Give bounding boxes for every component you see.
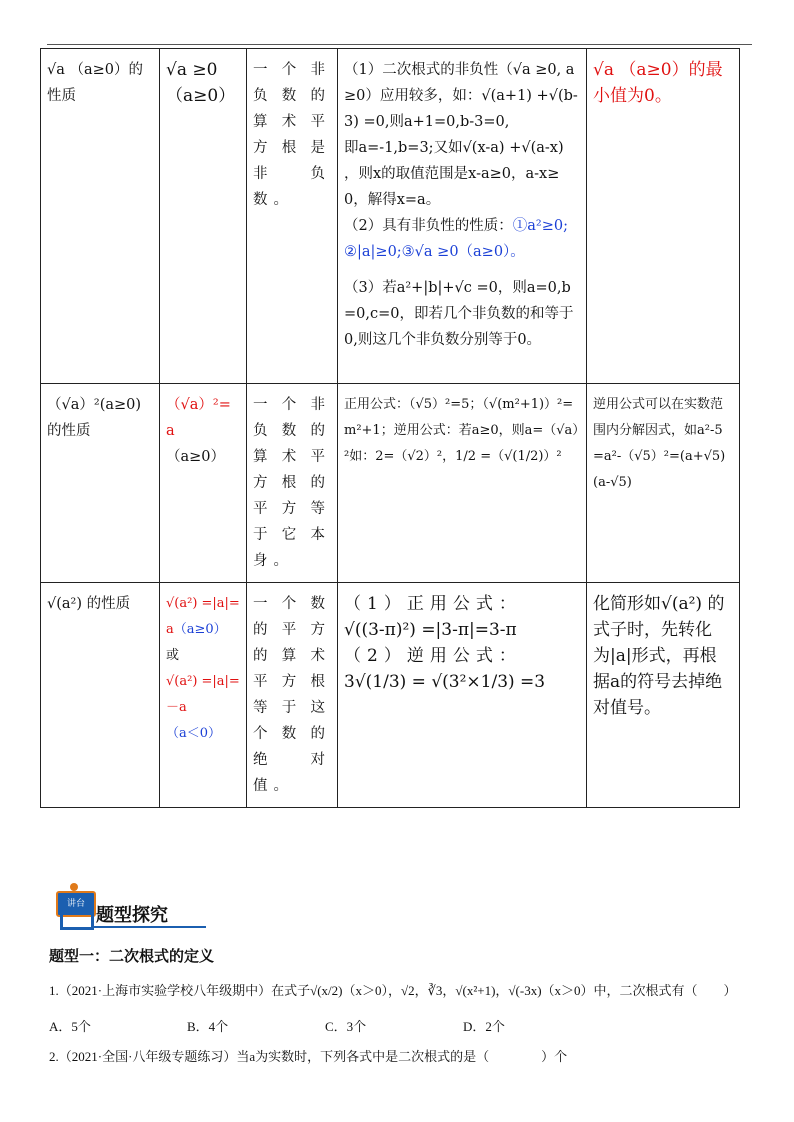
property-note: √a （a≥0）的最小值为0。 (587, 49, 740, 384)
property-formula (160, 384, 247, 583)
property-name: √a （a≥0）的性质 (41, 49, 160, 384)
option-d: D．2个 (463, 1019, 505, 1034)
formula-a (166, 591, 240, 643)
property-name: √(a²) 的性质 (41, 583, 160, 808)
title-underline (94, 926, 206, 928)
option-b: B．4个 (187, 1019, 229, 1034)
formula-condition: （a≥0） (166, 449, 226, 465)
application-p3-highlight: ①a²≥0;②|a|≥0;③√a ≥0（a≥0）。 (344, 218, 568, 260)
question-1: 1.（2021·上海市实验学校八年级期中）在式子√(x/2)（x＞0），√2，∛3，√(x²+1)，√(-3x)（x＞0）中，二次根式有（ ） (49, 983, 737, 998)
question-type-heading: 题型一：二次根式的定义 (49, 947, 215, 965)
property-meaning: 一个非负数的算术平方根的平方等于它本身。 (247, 384, 338, 583)
property-application (338, 583, 587, 808)
question-2: 2.（2021·全国·八年级专题练习）当a为实数时，下列各式中是二次根式的是（ ）个 (49, 1049, 568, 1064)
application-p3 (344, 213, 580, 265)
property-formula (160, 49, 247, 384)
lectern-stand-icon (60, 913, 94, 930)
properties-table (40, 48, 740, 808)
property-note: 逆用公式可以在实数范围内分解因式，如a²-5=a²-（√5）²=(a+√5)(a-√5) (587, 384, 740, 583)
property-name: （√a）²(a≥0)的性质 (41, 384, 160, 583)
formula-b-condition: （a＜0） (166, 726, 222, 741)
table-row (41, 384, 740, 583)
lectern-label: 讲台 (66, 899, 85, 909)
application-eq1: √((3-π)²) =|3-π|=3-π (344, 620, 517, 640)
option-c: C．3个 (325, 1019, 367, 1034)
application-p1: （1）二次根式的非负性（√a ≥0, a≥0）应用较多，如：√(a+1) +√(b-3) =0,则a+1=0,b-3=0, (344, 62, 578, 130)
table-row (41, 49, 740, 384)
property-meaning: 一个非负数的算术平方根是非负数。 (247, 49, 338, 384)
top-rule (47, 44, 752, 45)
property-application: 正用公式：（√5）²=5；（√(m²+1)）²=m²+1；逆用公式：若a≥0，则a=（√a）²如：2=（√2）²，1/2 =（√(1/2)）² (338, 384, 587, 583)
table-row (41, 583, 740, 808)
property-note: 化简形如√(a²) 的式子时，先转化为|a|形式，再根据a的符号去掉绝对值号。 (587, 583, 740, 808)
formula-b-text: √(a²) =|a|=－a (166, 674, 240, 715)
section-title: 题型探究 (96, 905, 168, 926)
application-label2: （2）逆用公式： (344, 646, 522, 666)
formula-condition: （a≥0） (166, 86, 236, 106)
formula-text: √a ≥0 (166, 60, 218, 80)
formula-or: 或 (166, 648, 180, 663)
property-meaning: 一个数的平方的算术平方根等于这个数的绝对值。 (247, 583, 338, 808)
question-1-options (49, 1016, 601, 1035)
formula-a-text: √(a²) =|a|=a (166, 596, 240, 637)
property-application (338, 49, 587, 384)
section-banner (46, 883, 206, 931)
option-a: A．5个 (49, 1019, 91, 1034)
property-formula (160, 583, 247, 808)
application-eq2: 3√(1/3) = √(3²×1/3) =3 (344, 672, 546, 692)
application-p4: （3）若a²+|b|+√c =0，则a=0,b=0,c=0，即若几个非负数的和等于0,则这几个非负数分别等于0。 (344, 280, 574, 348)
formula-b (166, 669, 240, 747)
antenna-icon (70, 883, 78, 891)
application-p3-prefix: （2）具有非负性的性质： (344, 218, 513, 234)
formula-a-condition: （a≥0） (173, 622, 227, 637)
application-label1: （1）正用公式： (344, 594, 522, 614)
formula-text: （√a）²= a (166, 397, 231, 439)
application-p2: 即a=-1,b=3;又如√(x-a) +√(a-x) ，则x的取值范围是x-a≥0，a-x≥0，解得x=a。 (344, 140, 564, 208)
